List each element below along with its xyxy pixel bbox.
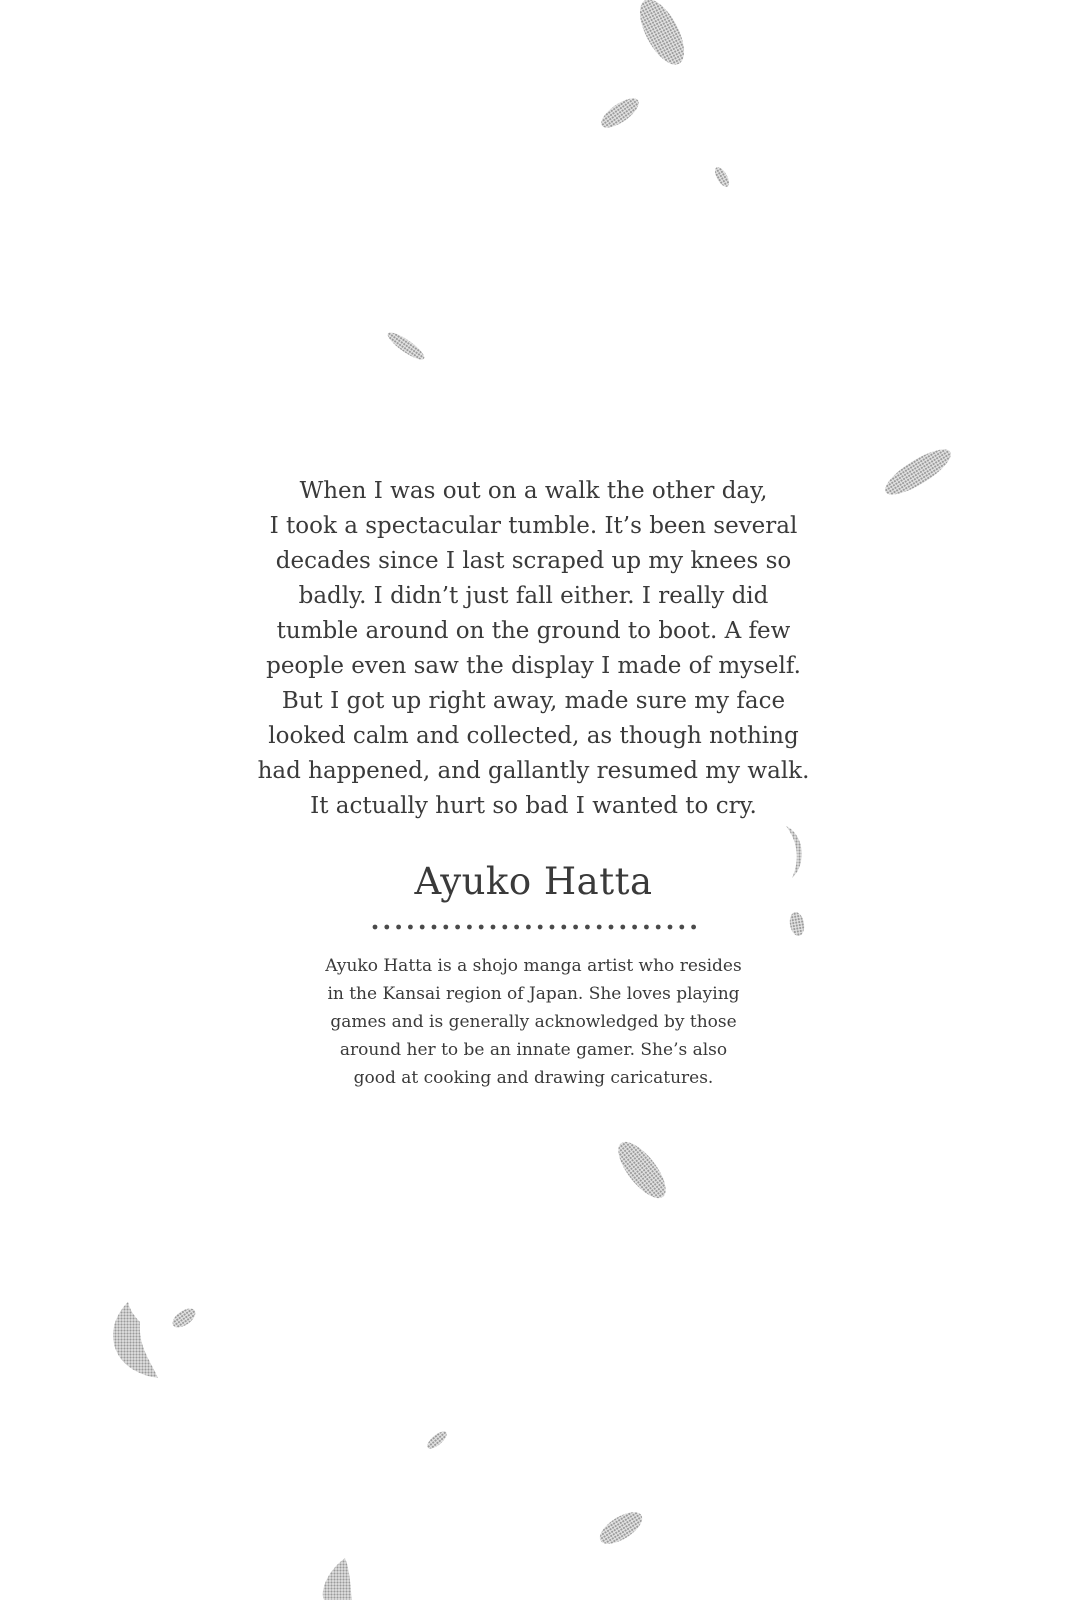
author-note-line: But I got up right away, made sure my face: [281, 688, 786, 714]
author-bio-line: around her to be an innate gamer. She’s also: [339, 1040, 728, 1060]
author-note-page: [0, 474, 1067, 1092]
divider-dot: [667, 925, 672, 930]
divider-dot: [514, 925, 519, 930]
divider-dot: [431, 925, 436, 930]
author-bio-line: good at cooking and drawing caricatures.: [353, 1068, 714, 1088]
divider-dot: [620, 925, 625, 930]
divider-dot: [408, 925, 413, 930]
divider-dot: [526, 925, 531, 930]
author-bio-line: in the Kansai region of Japan. She loves playing: [327, 984, 740, 1004]
divider-dot: [561, 925, 566, 930]
divider-dot: [502, 925, 507, 930]
author-note: [234, 474, 834, 824]
author-note-line: When I was out on a walk the other day,: [299, 478, 768, 504]
divider-dot: [655, 925, 660, 930]
divider-dot: [396, 925, 401, 930]
author-note-line: people even saw the display I made of myself.: [266, 653, 801, 679]
divider-dot: [632, 925, 637, 930]
divider-dot: [573, 925, 578, 930]
petal-icon: [113, 1302, 158, 1378]
divider-dot: [384, 925, 389, 930]
author-note-line: tumble around on the ground to boot. A few: [276, 618, 791, 644]
divider-dot: [679, 925, 684, 930]
author-note-line: It actually hurt so bad I wanted to cry.: [310, 793, 757, 819]
petal-icon: [323, 1558, 352, 1600]
divider-dot: [537, 925, 542, 930]
author-note-line: I took a spectacular tumble. It’s been several: [269, 513, 798, 539]
author-note-line: decades since I last scraped up my knees so: [275, 548, 792, 574]
petal-icon: [712, 165, 732, 189]
author-bio: [234, 952, 834, 1092]
petal-icon: [425, 1428, 450, 1451]
author-note-line: badly. I didn’t just fall either. I really did: [298, 583, 769, 609]
divider-dot: [478, 925, 483, 930]
divider-dot: [467, 925, 472, 930]
divider-dot: [585, 925, 590, 930]
divider-dot: [443, 925, 448, 930]
author-bio-line: Ayuko Hatta is a shojo manga artist who resides: [325, 956, 742, 976]
petal-icon: [631, 0, 693, 71]
author-note-line: looked calm and collected, as though nothing: [268, 723, 799, 749]
petal-icon: [610, 1135, 674, 1206]
petal-icon: [385, 328, 428, 363]
divider-dot: [455, 925, 460, 930]
divider-dot: [596, 925, 601, 930]
divider-dot: [419, 925, 424, 930]
author-note-line: had happened, and gallantly resumed my walk.: [257, 758, 810, 784]
divider-dot: [691, 925, 696, 930]
petal-icon: [595, 1506, 647, 1550]
divider-dot: [608, 925, 613, 930]
divider-dot: [372, 925, 377, 930]
petal-icon: [169, 1305, 198, 1331]
divider-dot: [490, 925, 495, 930]
petal-icon: [597, 93, 643, 133]
author-bio-line: games and is generally acknowledged by those: [330, 1012, 737, 1032]
divider-dot: [644, 925, 649, 930]
divider-dot: [549, 925, 554, 930]
dotted-divider: [371, 922, 697, 932]
author-name: Ayuko Hatta: [414, 860, 653, 903]
